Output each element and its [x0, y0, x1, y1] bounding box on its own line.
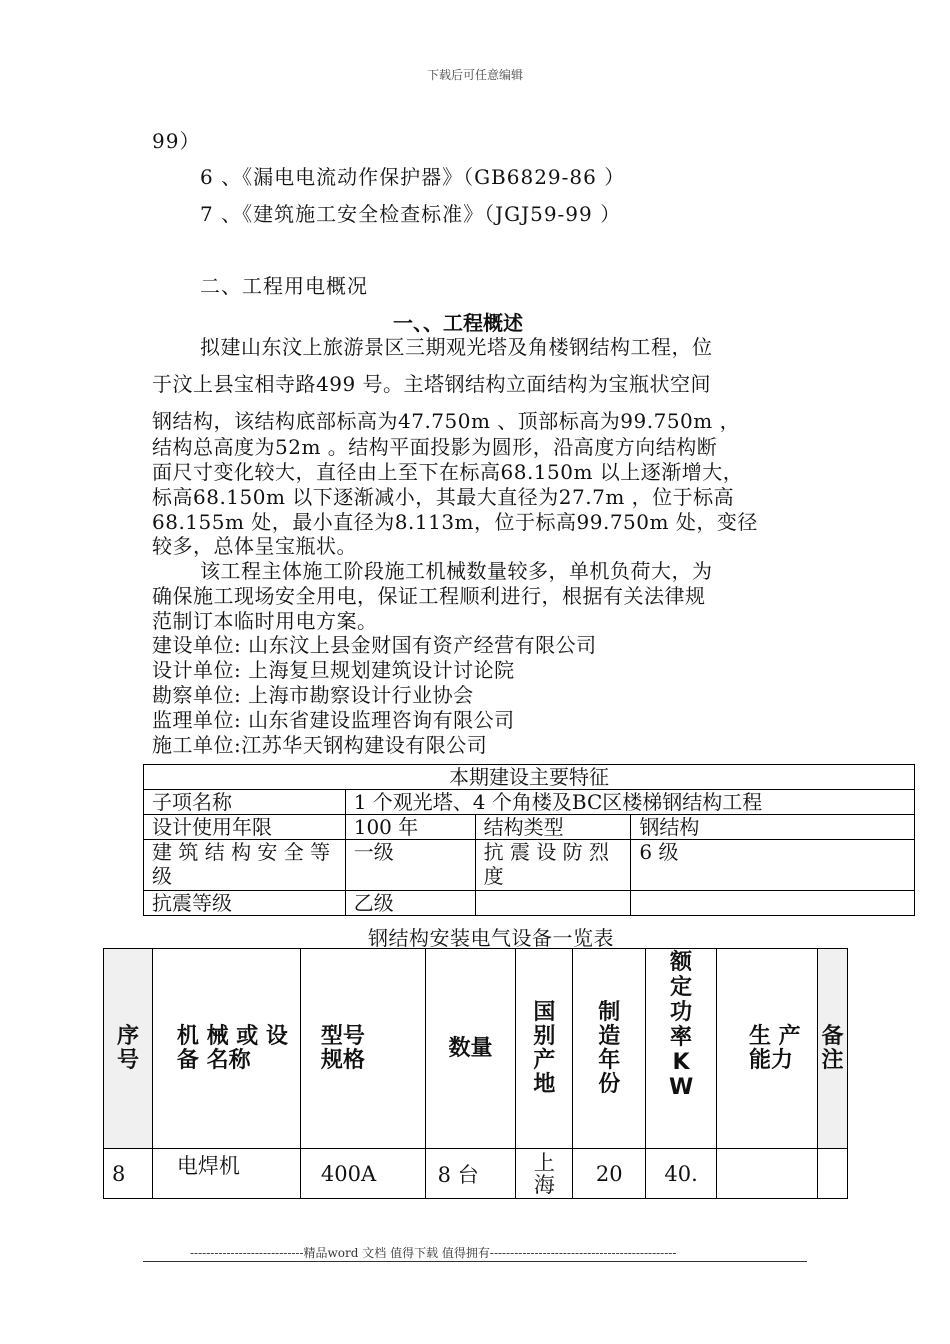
subproject-label: 子项名称 — [144, 790, 346, 815]
header-qty-label: 数量 — [448, 1035, 493, 1061]
header-name-label: 机 械 或 设 备 名称 — [176, 1023, 288, 1073]
survey-unit: 勘察单位: 上海市勘察设计行业协会 — [152, 683, 474, 707]
row-model: 400A — [300, 1149, 425, 1199]
contractor-unit: 施工单位:江苏华天钢构建设有限公司 — [152, 733, 488, 757]
header-power-label: 额定功率KW — [669, 950, 694, 1100]
row-name: 电焊机 — [152, 1149, 300, 1199]
seismic-intensity-value: 6 级 — [631, 840, 915, 891]
row-seq: 8 — [104, 1149, 153, 1199]
header-year-label: 制造年份 — [598, 999, 621, 1097]
header-note-label: 备注 — [821, 1023, 844, 1073]
seismic-grade-value: 乙级 — [345, 891, 475, 916]
row-power: 40. — [646, 1149, 717, 1199]
header-seq-label: 序号 — [116, 1023, 139, 1073]
reference-tail: 99） — [152, 129, 201, 153]
features-table — [143, 764, 915, 916]
structure-type-value: 钢结构 — [631, 815, 915, 840]
header-capacity-label: 生 产 能力 — [748, 1023, 801, 1073]
overview-line: 范制订本临时用电方案。 — [152, 609, 378, 633]
subproject-value: 1 个观光塔、4 个角楼及BC区楼梯钢结构工程 — [345, 790, 914, 815]
equipment-table-caption: 钢结构安装电气设备一览表 — [368, 926, 614, 950]
header-name — [152, 949, 300, 1149]
header-qty — [425, 949, 516, 1149]
header-year — [573, 949, 646, 1149]
seismic-grade-label: 抗震等级 — [144, 891, 346, 916]
table-row — [104, 1149, 848, 1199]
design-life-value: 100 年 — [345, 815, 475, 840]
overview-title: 一、、工程概述 — [393, 311, 523, 335]
overview-line: 于汶上县宝相寺路499 号。主塔钢结构立面结构为宝瓶状空间 — [152, 372, 712, 396]
page-footer: ----------------------------精品word 文档 值得下载 值得拥有---------------------------------------------- — [190, 1246, 677, 1260]
row-year: 20 — [573, 1149, 646, 1199]
structure-type-label: 结构类型 — [475, 815, 631, 840]
overview-line: 该工程主体施工阶段施工机械数量较多，单机负荷大，为 — [200, 559, 713, 583]
overview-line: 确保施工现场安全用电，保证工程顺利进行，根据有关法律规 — [152, 584, 706, 608]
row-origin — [516, 1149, 573, 1199]
row-capacity — [716, 1149, 817, 1199]
overview-line: 68.155m 处，最小直径为8.113m，位于标高99.750m 处，变径 — [152, 510, 758, 534]
row-note — [817, 1149, 847, 1199]
empty-cell — [631, 891, 915, 916]
header-capacity — [716, 949, 817, 1149]
header-origin-label: 国别产地 — [533, 999, 556, 1097]
overview-line: 结构总高度为52m 。结构平面投影为圆形，沿高度方向结构断 — [152, 435, 718, 459]
overview-line: 较多，总体呈宝瓶状。 — [152, 534, 357, 558]
header-model — [300, 949, 425, 1149]
header-note — [817, 949, 847, 1149]
safety-grade-label: 建 筑 结 构 安 全 等 级 — [144, 840, 346, 891]
empty-cell — [475, 891, 631, 916]
supervision-unit: 监理单位: 山东省建设监理咨询有限公司 — [152, 708, 515, 732]
header-model-label: 型号 规格 — [320, 1023, 365, 1073]
design-unit: 设计单位: 上海复旦规划建筑设计讨论院 — [152, 658, 515, 682]
overview-line: 标高68.150m 以下逐渐减小，其最大直径为27.7m ，位于标高 — [152, 485, 735, 509]
page-header: 下载后可任意编辑 — [426, 68, 523, 82]
equipment-table — [103, 948, 848, 1199]
safety-grade-value: 一级 — [345, 840, 475, 891]
design-life-label: 设计使用年限 — [144, 815, 346, 840]
overview-line: 面尺寸变化较大，直径由上至下在标高68.150m 以上逐渐增大， — [152, 460, 744, 484]
construction-unit: 建设单位: 山东汶上县金财国有资产经营有限公司 — [152, 633, 597, 657]
header-seq — [104, 949, 153, 1149]
row-qty: 8 台 — [425, 1149, 516, 1199]
footer-divider — [143, 1261, 807, 1262]
reference-item-6: 6 、《漏电电流动作保护器》（GB6829-86 ） — [200, 165, 626, 189]
seismic-intensity-label: 抗 震 设 防 烈 度 — [475, 840, 631, 891]
overview-line: 钢结构，该结构底部标高为47.750m 、顶部标高为99.750m ， — [152, 409, 741, 433]
header-origin — [516, 949, 573, 1149]
row-origin-value: 上海 — [533, 1150, 555, 1197]
header-power — [646, 949, 717, 1149]
section-heading: 二、工程用电概况 — [200, 274, 368, 298]
features-table-title: 本期建设主要特征 — [144, 765, 915, 790]
reference-item-7: 7 、《建筑施工安全检查标准》（JGJ59-99 ） — [200, 202, 622, 226]
overview-line: 拟建山东汶上旅游景区三期观光塔及角楼钢结构工程，位 — [200, 335, 713, 359]
